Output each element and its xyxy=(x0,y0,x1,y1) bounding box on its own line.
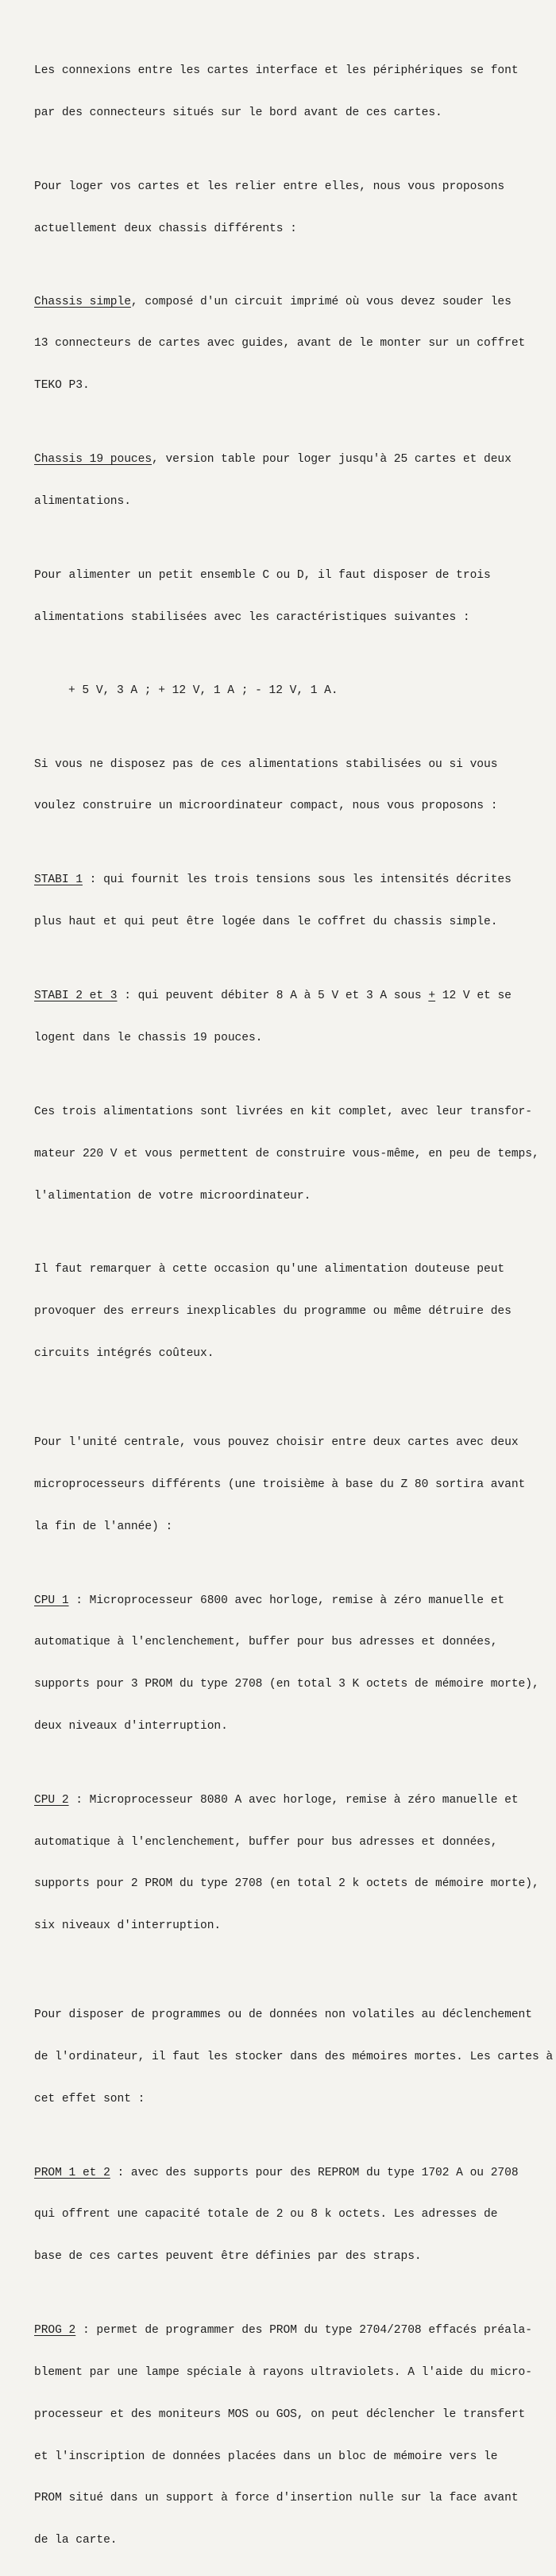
text-line: supports pour 3 PROM du type 2708 (en total 3 K octets de mémoire morte), xyxy=(34,1678,539,1691)
text-line: 13 connecteurs de cartes avec guides, avant de le monter sur un coffret xyxy=(34,337,526,351)
paragraph-connexions xyxy=(34,37,524,149)
text-line: PROM situé dans un support à force d'insertion nulle sur la face avant xyxy=(34,2492,519,2505)
text-fragment: 12 V et se xyxy=(435,990,512,1003)
text-line: par des connecteurs situés sur le bord avant de ces cartes. xyxy=(34,106,442,119)
text-line: plus haut et qui peut être logée dans le coffret du chassis simple. xyxy=(34,916,498,929)
text-line: Pour l'unité centrale, vous pouvez choisir entre deux cartes avec deux xyxy=(34,1436,519,1449)
text-line: Pour disposer de programmes ou de données non volatiles au déclenchement xyxy=(34,2009,532,2022)
text-line: et l'inscription de données placées dans un bloc de mémoire vers le xyxy=(34,2450,498,2463)
term-prog-2: PROG 2 xyxy=(34,2324,76,2338)
text-line: Pour alimenter un petit ensemble C ou D, il faut disposer de trois xyxy=(34,568,491,582)
text-line: alimentations stabilisées avec les caractéristiques suivantes : xyxy=(34,610,470,624)
text-line: circuits intégrés coûteux. xyxy=(34,1347,214,1361)
term-prom-1-et-2: PROM 1 et 2 xyxy=(34,2166,110,2179)
term-cpu-1: CPU 1 xyxy=(34,1594,69,1607)
text-fragment: : permet de programmer des PROM du type 2704/2708 effacés préala- xyxy=(75,2324,532,2338)
text-line: Ces trois alimentations sont livrées en kit complet, avec leur transfor- xyxy=(34,1105,532,1118)
text-line: six niveaux d'interruption. xyxy=(34,1919,222,1933)
text-line: base de ces cartes peuvent être définies par des straps. xyxy=(34,2250,422,2264)
paragraph-alimenter xyxy=(34,541,524,653)
term-chassis-simple: Chassis simple xyxy=(34,295,131,308)
text-line: actuellement deux chassis différents : xyxy=(34,222,297,235)
text-line: supports pour 2 PROM du type 2708 (en total 2 k octets de mémoire morte), xyxy=(34,1877,539,1891)
paragraph-cpu-2 xyxy=(34,1766,539,1962)
text-fragment: : Microprocesseur 6800 avec horloge, remise à zéro manuelle et xyxy=(68,1594,505,1607)
paragraph-remarquer xyxy=(34,1235,524,1389)
paragraph-kit xyxy=(34,1078,539,1232)
text-line: la fin de l'année) : xyxy=(34,1520,173,1533)
text-line: de l'ordinateur, il faut les stocker dans des mémoires mortes. Les cartes à xyxy=(34,2050,554,2063)
term-stabi-1: STABI 1 xyxy=(34,874,83,887)
text-fragment: : Microprocesseur 8080 A avec horloge, remise à zéro manuelle et xyxy=(68,1793,519,1807)
text-line: de la carte. xyxy=(34,2534,118,2547)
text-line: logent dans le chassis 19 pouces. xyxy=(34,1031,263,1044)
term-stabi-2-et-3: STABI 2 et 3 xyxy=(34,990,118,1003)
text-fragment: : qui peuvent débiter 8 A à 5 V et 3 A sous xyxy=(117,990,429,1003)
paragraph-chassis-intro xyxy=(34,153,524,265)
text-line: cet effet sont : xyxy=(34,2092,145,2105)
text-fragment: : qui fournit les trois tensions sous les intensités décrites xyxy=(82,874,512,887)
text-line: automatique à l'enclenchement, buffer pour bus adresses et données, xyxy=(34,1835,498,1849)
text-line: Il faut remarquer à cette occasion qu'une alimentation douteuse peut xyxy=(34,1263,505,1276)
text-line: voulez construire un microordinateur compact, nous vous proposons : xyxy=(34,800,498,813)
text-fragment: : avec des supports pour des REPROM du type 1702 A ou 2708 xyxy=(110,2166,519,2179)
paragraph-prom-1-2 xyxy=(34,2139,524,2293)
paragraph-chassis-simple xyxy=(34,268,524,422)
paragraph-stabi-2-3 xyxy=(34,962,524,1074)
text-line: microprocesseurs différents (une troisième à base du Z 80 sortira avant xyxy=(34,1478,526,1491)
paragraph-stabi-1 xyxy=(34,846,524,958)
text-line: Si vous ne disposez pas de ces alimentations stabilisées ou si vous xyxy=(34,757,498,771)
text-line: blement par une lampe spéciale à rayons ultraviolets. A l'aide du micro- xyxy=(34,2366,532,2379)
text-fragment: , composé d'un circuit imprimé où vous devez souder les xyxy=(130,295,512,308)
text-line: Les connexions entre les cartes interface et les périphériques se font xyxy=(34,64,519,78)
plus-minus-sign: + xyxy=(428,990,436,1003)
voltage-spec-line xyxy=(34,657,524,726)
text-line: processeur et des moniteurs MOS ou GOS, on peut déclencher le transfert xyxy=(34,2407,526,2421)
text-line: alimentations. xyxy=(34,495,131,508)
text-line: + 5 V, 3 A ; + 12 V, 1 A ; - 12 V, 1 A. xyxy=(68,684,338,697)
text-line: TEKO P3. xyxy=(34,379,90,393)
paragraph-si-vous xyxy=(34,730,524,843)
text-line: mateur 220 V et vous permettent de construire vous-même, en peu de temps, xyxy=(34,1147,539,1160)
text-line: Pour loger vos cartes et les relier entre elles, nous vous proposons xyxy=(34,180,505,193)
text-line: automatique à l'enclenchement, buffer pour bus adresses et données, xyxy=(34,1636,498,1649)
term-chassis-19-pouces: Chassis 19 pouces xyxy=(34,453,153,467)
term-cpu-2: CPU 2 xyxy=(34,1793,69,1807)
paragraph-unite-centrale xyxy=(34,1408,524,1563)
paragraph-memoires-mortes xyxy=(34,1981,554,2135)
paragraph-cpu-1 xyxy=(34,1566,539,1761)
text-fragment: , version table pour loger jusqu'à 25 cartes et deux xyxy=(152,453,512,467)
text-line: l'alimentation de votre microordinateur. xyxy=(34,1189,311,1203)
text-line: qui offrent une capacité totale de 2 ou 8 k octets. Les adresses de xyxy=(34,2208,498,2222)
text-line: deux niveaux d'interruption. xyxy=(34,1719,228,1733)
paragraph-chassis-19 xyxy=(34,425,524,537)
paragraph-prog-2 xyxy=(34,2296,532,2576)
text-line: provoquer des erreurs inexplicables du programme ou même détruire des xyxy=(34,1305,512,1319)
